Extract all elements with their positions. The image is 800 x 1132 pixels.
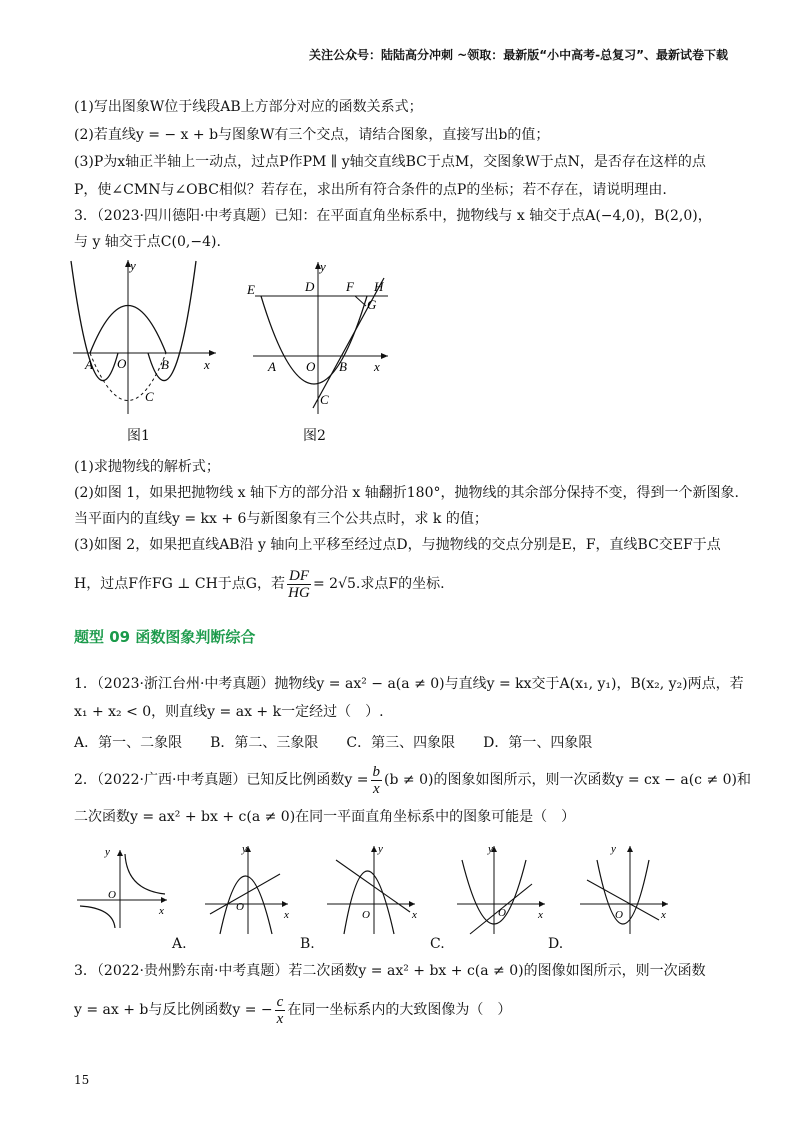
s2-option-d-label: D. — [548, 936, 564, 952]
s3-stem-prefix: y = ax + b与反比例函数y = − — [74, 1002, 273, 1018]
fig1-y-label: y — [130, 258, 136, 273]
q3-part-3a: (3)如图 2，如果把直线AB沿 y 轴向上平移至经过点D，与抛物线的交点分别是E，F，直线BC交EF于点 — [74, 537, 721, 553]
s2-option-c-graph — [452, 838, 552, 938]
s2-option-c-label: C. — [430, 936, 445, 952]
s1-stem-line-2: x₁ + x₂ < 0，则直线y = ax + k一定经过（ ）. — [74, 704, 384, 720]
prev-question-part-1: (1)写出图象W位于线段AB上方部分对应的函数关系式； — [74, 99, 423, 115]
prev-question-part-2: (2)若直线y = − x + b与图象W有三个交点，请结合图象，直接写出b的值； — [74, 127, 550, 143]
s2-stem-line-2: 二次函数y = ax² + bx + c(a ≠ 0)在同一平面直角坐标系中的图象可能是（ ） — [74, 809, 576, 825]
s2-stem-suffix: (b ≠ 0)的图象如图所示，则一次函数y = cx − a(c ≠ 0)和 — [384, 772, 752, 788]
page-header: 关注公众号：陆陆高分冲刺 ~领取：最新版“小中高考-总复习”、最新试卷下载 — [309, 48, 728, 62]
opt-b-x-label: x — [412, 909, 417, 921]
opt-b-origin-label: O — [362, 909, 370, 921]
s2-option-b-graph — [322, 838, 422, 938]
ref-x-label: x — [159, 905, 164, 917]
fig2-x-label: x — [374, 359, 380, 374]
fig2-point-f-label: F — [346, 279, 354, 294]
s2-stem-line-1 — [74, 760, 751, 800]
opt-b-y-label: y — [378, 843, 383, 855]
ratio-fraction — [287, 568, 311, 601]
fig2-point-a-label: A — [268, 359, 276, 374]
q3-part-3b-suffix: = 2√5.求点F的坐标. — [313, 576, 445, 592]
s2-fraction-denominator: x — [372, 780, 380, 797]
q3-part-3b — [74, 564, 445, 604]
prev-question-part-3b: P，使∠CMN与∠OBC相似？若存在，求出所有符合条件的点P的坐标；若不存在，请说明理由. — [74, 182, 667, 198]
fig2-point-e-label: E — [247, 282, 255, 297]
s2-option-a-graph — [200, 838, 295, 938]
fig2-point-c-label: C — [320, 392, 329, 407]
opt-a-y-label: y — [242, 843, 247, 855]
s3-stem-line-2 — [74, 990, 511, 1030]
s2-reference-graph — [75, 840, 175, 930]
fig2-point-g-label: G — [367, 297, 377, 312]
ref-origin-label: O — [108, 889, 116, 901]
figure-2-caption: 图2 — [303, 428, 326, 444]
s1-options: A．第一、二象限 B．第二、三象限 C．第三、四象限 D．第一、四象限 — [74, 735, 593, 751]
opt-c-origin-label: O — [498, 907, 506, 919]
s2-option-a-label: A. — [172, 936, 187, 952]
fig2-origin-label: O — [306, 359, 316, 374]
ratio-numerator: DF — [289, 567, 309, 584]
fig2-point-d-label: D — [305, 279, 315, 294]
s3-stem-line-1: 3．（2022·贵州黔东南·中考真题）若二次函数y = ax² + bx + c(a ≠ 0)的图像如图所示，则一次函数 — [74, 963, 706, 979]
figure-1-caption: 图1 — [127, 428, 150, 444]
fig1-point-a-label: A — [85, 357, 93, 372]
s2-fraction-numerator: b — [372, 763, 381, 780]
s2-option-d-graph — [575, 838, 675, 938]
figure-2-graph — [243, 256, 393, 416]
s3-fraction-denominator: x — [276, 1010, 284, 1027]
s2-fraction — [371, 764, 383, 797]
s2-stem-prefix: 2．（2022·广西·中考真题）已知反比例函数y = — [74, 772, 369, 788]
fig2-y-label: y — [320, 259, 326, 274]
fig1-origin-label: O — [117, 356, 127, 371]
q3-part-1: (1)求抛物线的解析式； — [74, 459, 220, 475]
opt-d-x-label: x — [661, 909, 666, 921]
q3-stem-line-1: 3．（2023·四川德阳·中考真题）已知：在平面直角坐标系中，抛物线与 x 轴交于点A(−4,0)，B(2,0)， — [74, 208, 712, 224]
section-title: 题型 09 函数图象判断综合 — [74, 628, 256, 646]
opt-a-origin-label: O — [236, 901, 244, 913]
fig2-point-h-label: H — [374, 279, 384, 294]
fig2-point-b-label: B — [339, 359, 347, 374]
s3-stem-suffix: 在同一坐标系内的大致图像为（ ） — [287, 1002, 512, 1018]
s1-stem-line-1: 1．（2023·浙江台州·中考真题）抛物线y = ax² − a(a ≠ 0)与直线y = kx交于A(x₁, y₁)，B(x₂, y₂)两点，若 — [74, 676, 744, 692]
opt-d-y-label: y — [611, 843, 616, 855]
opt-c-y-label: y — [488, 843, 493, 855]
q3-stem-line-2: 与 y 轴交于点C(0,−4). — [74, 234, 221, 250]
opt-d-origin-label: O — [615, 909, 623, 921]
q3-part-2b: 当平面内的直线y = kx + 6与新图象有三个公共点时，求 k 的值； — [74, 511, 488, 527]
ref-y-label: y — [105, 846, 110, 858]
opt-a-x-label: x — [284, 909, 289, 921]
opt-c-x-label: x — [538, 909, 543, 921]
figure-1-graph — [68, 256, 218, 416]
page-number: 15 — [74, 1073, 90, 1087]
prev-question-part-3a: (3)P为x轴正半轴上一动点，过点P作PM ∥ y轴交直线BC于点M，交图象W于点N，是否存在这样的点 — [74, 154, 706, 170]
fig1-x-label: x — [204, 357, 210, 372]
s3-fraction-numerator: c — [276, 993, 284, 1010]
s3-fraction — [275, 994, 286, 1027]
ratio-denominator: HG — [288, 584, 310, 601]
s2-option-b-label: B. — [300, 936, 315, 952]
fig1-point-c-label: C — [145, 389, 154, 404]
q3-part-2a: (2)如图 1，如果把抛物线 x 轴下方的部分沿 x 轴翻折180°，抛物线的其余部分保持不变，得到一个新图象. — [74, 485, 739, 501]
q3-part-3b-prefix: H，过点F作FG ⊥ CH于点G，若 — [74, 576, 285, 592]
fig1-point-b-label: B — [161, 357, 169, 372]
